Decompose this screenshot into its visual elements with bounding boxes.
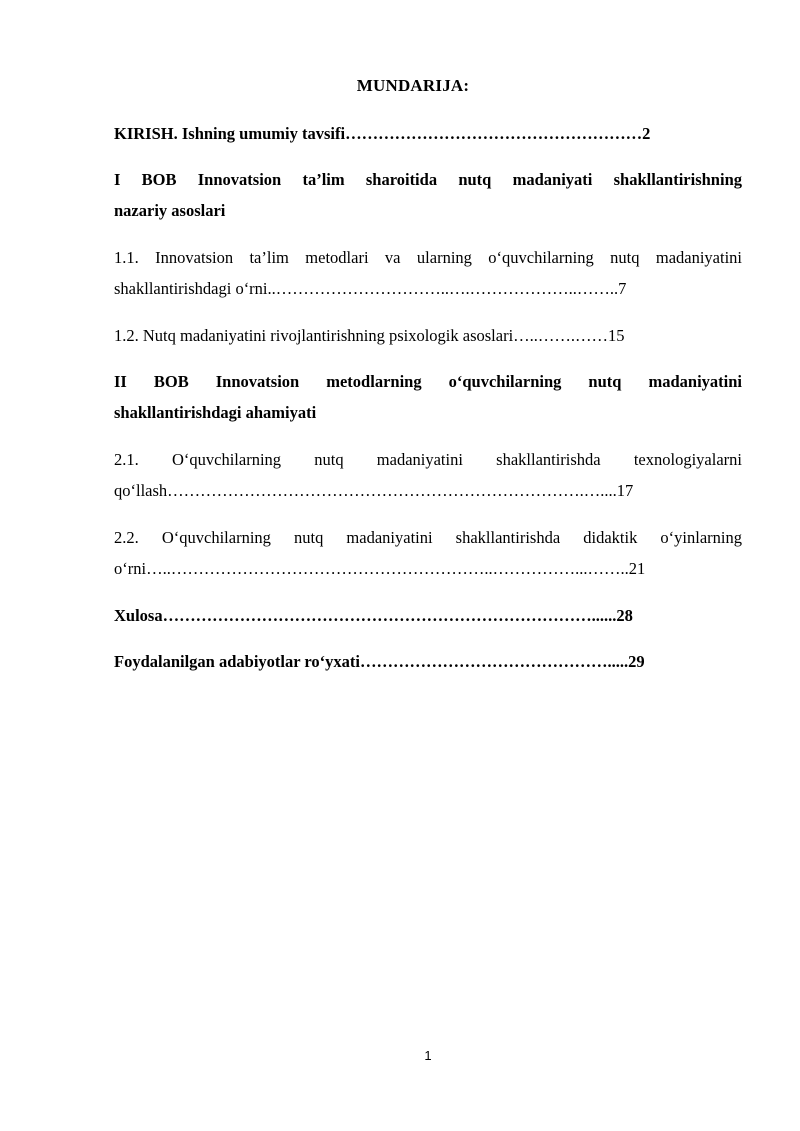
toc-entry-1-2: 1.2. Nutq madaniyatini rivojlantirishning psixologik asoslari…..…….……15: [114, 326, 625, 345]
toc-entry-line: 2.2. O‘quvchilarning nutq madaniyatini shakllantirishda didaktik o‘yinlarning: [114, 528, 742, 547]
toc-entry-xulosa: Xulosa……………………………………………………………………......28: [114, 606, 633, 625]
page-title: MUNDARIJA:: [356, 76, 470, 95]
toc-entry-line: qo‘llash………………………………………………………………….…....17: [114, 481, 634, 500]
toc-entry-line: 1.1. Innovatsion ta’lim metodlari va ularning o‘quvchilarning nutq madaniyatini: [114, 248, 742, 267]
toc-entry-line: shakllantirishdagi o‘rni..…………………………..….………………..……..7: [114, 279, 627, 298]
page-number: 1: [424, 1048, 432, 1063]
toc-entry-line: shakllantirishdagi ahamiyati: [114, 403, 317, 422]
toc-entry-line: nazariy asoslari: [114, 201, 226, 220]
toc-entry-2-1: [114, 444, 742, 506]
toc-entry-line: I BOB Innovatsion ta’lim sharoitida nutq madaniyati shakllantirishning: [114, 170, 742, 189]
toc-entry-bibliography: Foydalanilgan adabiyotlar ro‘yxati……………………………………….....29: [114, 652, 645, 671]
toc-entry-kirish: KIRISH. Ishning umumiy tavsifi………………………………………………2: [114, 124, 651, 143]
toc-entry-2-2: [114, 522, 742, 584]
toc-entry-chapter-2: [114, 366, 742, 428]
toc-entry-line: o‘rni…..…………………………………………………..……………...……..21: [114, 559, 646, 578]
toc-entry-chapter-1: [114, 164, 742, 226]
toc-entry-line: 2.1. O‘quvchilarning nutq madaniyatini shakllantirishda texnologiyalarni: [114, 450, 742, 469]
toc-entry-line: II BOB Innovatsion metodlarning o‘quvchilarning nutq madaniyatini: [114, 372, 742, 391]
toc-entry-1-1: [114, 242, 742, 304]
